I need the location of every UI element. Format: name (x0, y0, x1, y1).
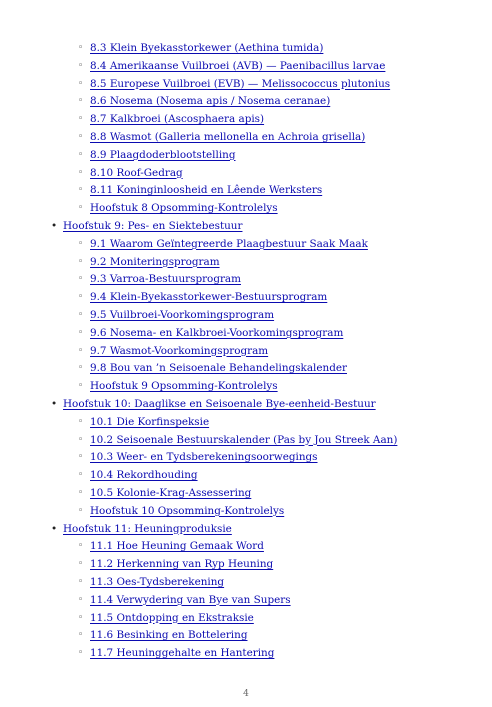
bullet-circle-icon: ◦ (78, 505, 84, 516)
toc-section-item (0, 610, 492, 628)
bullet-circle-icon: ◦ (78, 648, 84, 659)
toc-link[interactable]: 11.3 Oes-Tydsberekening (90, 575, 225, 588)
toc-link[interactable]: 8.9 Plaagdoderblootstelling (90, 148, 236, 161)
toc-link[interactable]: 11.1 Hoe Heuning Gemaak Word (90, 540, 264, 553)
toc-section-item (0, 467, 492, 485)
toc-section-item (0, 503, 492, 521)
bullet-circle-icon: ◦ (78, 238, 84, 249)
toc-link[interactable]: 8.8 Wasmot (Galleria mellonella en Achroia grisella) (90, 130, 366, 143)
toc-section-item (0, 556, 492, 574)
bullet-circle-icon: ◦ (78, 96, 84, 107)
toc-link[interactable]: 9.4 Klein-Byekasstorkewer-Bestuursprogram (90, 291, 328, 304)
bullet-circle-icon: ◦ (78, 274, 84, 285)
bullet-disc-icon: • (51, 522, 58, 535)
bullet-circle-icon: ◦ (78, 256, 84, 267)
toc-link[interactable]: 9.5 Vuilbroei-Voorkomingsprogram (90, 308, 275, 321)
toc-section-item (0, 307, 492, 325)
toc-link[interactable]: Hoofstuk 9 Opsomming-Kontrolelys (90, 380, 278, 393)
toc-link[interactable]: Hoofstuk 9: Pes- en Siektebestuur (63, 219, 243, 232)
bullet-circle-icon: ◦ (78, 114, 84, 125)
toc-link[interactable]: 8.7 Kalkbroei (Ascosphaera apis) (90, 113, 265, 126)
bullet-circle-icon: ◦ (78, 78, 84, 89)
page-number: 4 (243, 689, 249, 699)
toc-section-item (0, 360, 492, 378)
toc-section-item (0, 182, 492, 200)
toc-link[interactable]: 8.11 Koninginloosheid en Lêende Werksters (90, 184, 323, 197)
bullet-circle-icon: ◦ (78, 612, 84, 623)
toc-section-item (0, 538, 492, 556)
toc-link[interactable]: 8.3 Klein Byekasstorkewer (Aethina tumida) (90, 42, 324, 54)
toc-link[interactable]: 11.2 Herkenning van Ryp Heuning (90, 558, 274, 571)
bullet-circle-icon: ◦ (78, 381, 84, 392)
bullet-circle-icon: ◦ (78, 559, 84, 570)
bullet-disc-icon: • (51, 219, 58, 232)
toc-section-item (0, 592, 492, 610)
toc-link[interactable]: 8.6 Nosema (Nosema apis / Nosema ceranae) (90, 95, 331, 108)
toc-section-item (0, 343, 492, 361)
toc-section-item (0, 93, 492, 111)
toc-link[interactable]: 8.5 Europese Vuilbroei (EVB) — Melissococcus plutonius (90, 77, 391, 90)
toc-section-item (0, 485, 492, 503)
toc-section-item (0, 378, 492, 396)
toc-link[interactable]: 9.7 Wasmot-Voorkomingsprogram (90, 344, 269, 357)
toc-link[interactable]: 8.4 Amerikaanse Vuilbroei (AVB) — Paenibacillus larvae (90, 59, 386, 72)
bullet-circle-icon: ◦ (78, 630, 84, 641)
toc-section-item (0, 449, 492, 467)
toc-section-item (0, 325, 492, 343)
toc-section-item (0, 200, 492, 218)
bullet-circle-icon: ◦ (78, 487, 84, 498)
toc-link[interactable]: 8.10 Roof-Gedrag (90, 166, 183, 179)
toc-section-item (0, 129, 492, 147)
bullet-circle-icon: ◦ (78, 363, 84, 374)
toc-link[interactable]: Hoofstuk 8 Opsomming-Kontrolelys (90, 202, 278, 215)
bullet-circle-icon: ◦ (78, 292, 84, 303)
toc-link[interactable]: 9.8 Bou van ’n Seisoenale Behandelingskalender (90, 362, 347, 375)
toc-section-item (0, 165, 492, 183)
toc-section-item (0, 254, 492, 272)
toc-chapter-item (0, 396, 492, 414)
toc-link[interactable]: 11.4 Verwydering van Bye van Supers (90, 593, 291, 606)
toc-section-item (0, 574, 492, 592)
toc-section-item (0, 111, 492, 129)
toc-section-item (0, 627, 492, 645)
toc-link[interactable]: 10.1 Die Korfinspeksie (90, 415, 210, 428)
bullet-circle-icon: ◦ (78, 185, 84, 196)
toc-section-item (0, 645, 492, 663)
bullet-circle-icon: ◦ (78, 60, 84, 71)
bullet-circle-icon: ◦ (78, 416, 84, 427)
toc-section-item (0, 414, 492, 432)
toc-chapter-item (0, 521, 492, 539)
bullet-circle-icon: ◦ (78, 149, 84, 160)
bullet-circle-icon: ◦ (78, 541, 84, 552)
toc-section-item (0, 271, 492, 289)
toc-section-item (0, 58, 492, 76)
toc-link[interactable]: 9.1 Waarom Geïntegreerde Plaagbestuur Saak Maak (90, 237, 368, 250)
toc-link[interactable]: 9.3 Varroa-Bestuursprogram (90, 273, 241, 286)
bullet-circle-icon: ◦ (78, 131, 84, 142)
toc-chapter-item (0, 218, 492, 236)
bullet-circle-icon: ◦ (78, 327, 84, 338)
toc-section-item (0, 147, 492, 165)
bullet-circle-icon: ◦ (78, 203, 84, 214)
toc-link[interactable]: 11.5 Ontdopping en Ekstraksie (90, 611, 254, 624)
toc-section-item (0, 76, 492, 94)
bullet-circle-icon: ◦ (78, 167, 84, 178)
toc-section-item (0, 236, 492, 254)
toc-link[interactable]: 11.7 Heuninggehalte en Hantering (90, 647, 275, 660)
toc-link[interactable]: 11.6 Besinking en Bottelering (90, 629, 248, 642)
toc-link[interactable]: Hoofstuk 10: Daaglikse en Seisoenale Bye-eenheid-Bestuur (63, 397, 376, 410)
bullet-circle-icon: ◦ (78, 470, 84, 481)
toc-link[interactable]: 9.6 Nosema- en Kalkbroei-Voorkomingsprogram (90, 326, 344, 339)
bullet-circle-icon: ◦ (78, 576, 84, 587)
toc-link[interactable]: 10.4 Rekordhouding (90, 469, 198, 482)
bullet-circle-icon: ◦ (78, 309, 84, 320)
bullet-circle-icon: ◦ (78, 43, 84, 53)
toc-link[interactable]: 10.5 Kolonie-Krag-Assessering (90, 486, 252, 499)
bullet-circle-icon: ◦ (78, 452, 84, 463)
toc-link[interactable]: 9.2 Moniteringsprogram (90, 255, 220, 268)
toc-link[interactable]: Hoofstuk 10 Opsomming-Kontrolelys (90, 504, 285, 517)
toc-link[interactable]: Hoofstuk 11: Heuningproduksie (63, 522, 232, 535)
toc-section-item (0, 289, 492, 307)
toc-section-item (0, 40, 492, 58)
toc-link[interactable]: 10.3 Weer- en Tydsberekeningsoorwegings (90, 451, 318, 464)
bullet-circle-icon: ◦ (78, 345, 84, 356)
bullet-circle-icon: ◦ (78, 594, 84, 605)
bullet-disc-icon: • (51, 397, 58, 410)
toc-section-item (0, 432, 492, 450)
toc-link[interactable]: 10.2 Seisoenale Bestuurskalender (Pas by Jou Streek Aan) (90, 433, 398, 446)
table-of-contents (0, 40, 492, 663)
bullet-circle-icon: ◦ (78, 434, 84, 445)
